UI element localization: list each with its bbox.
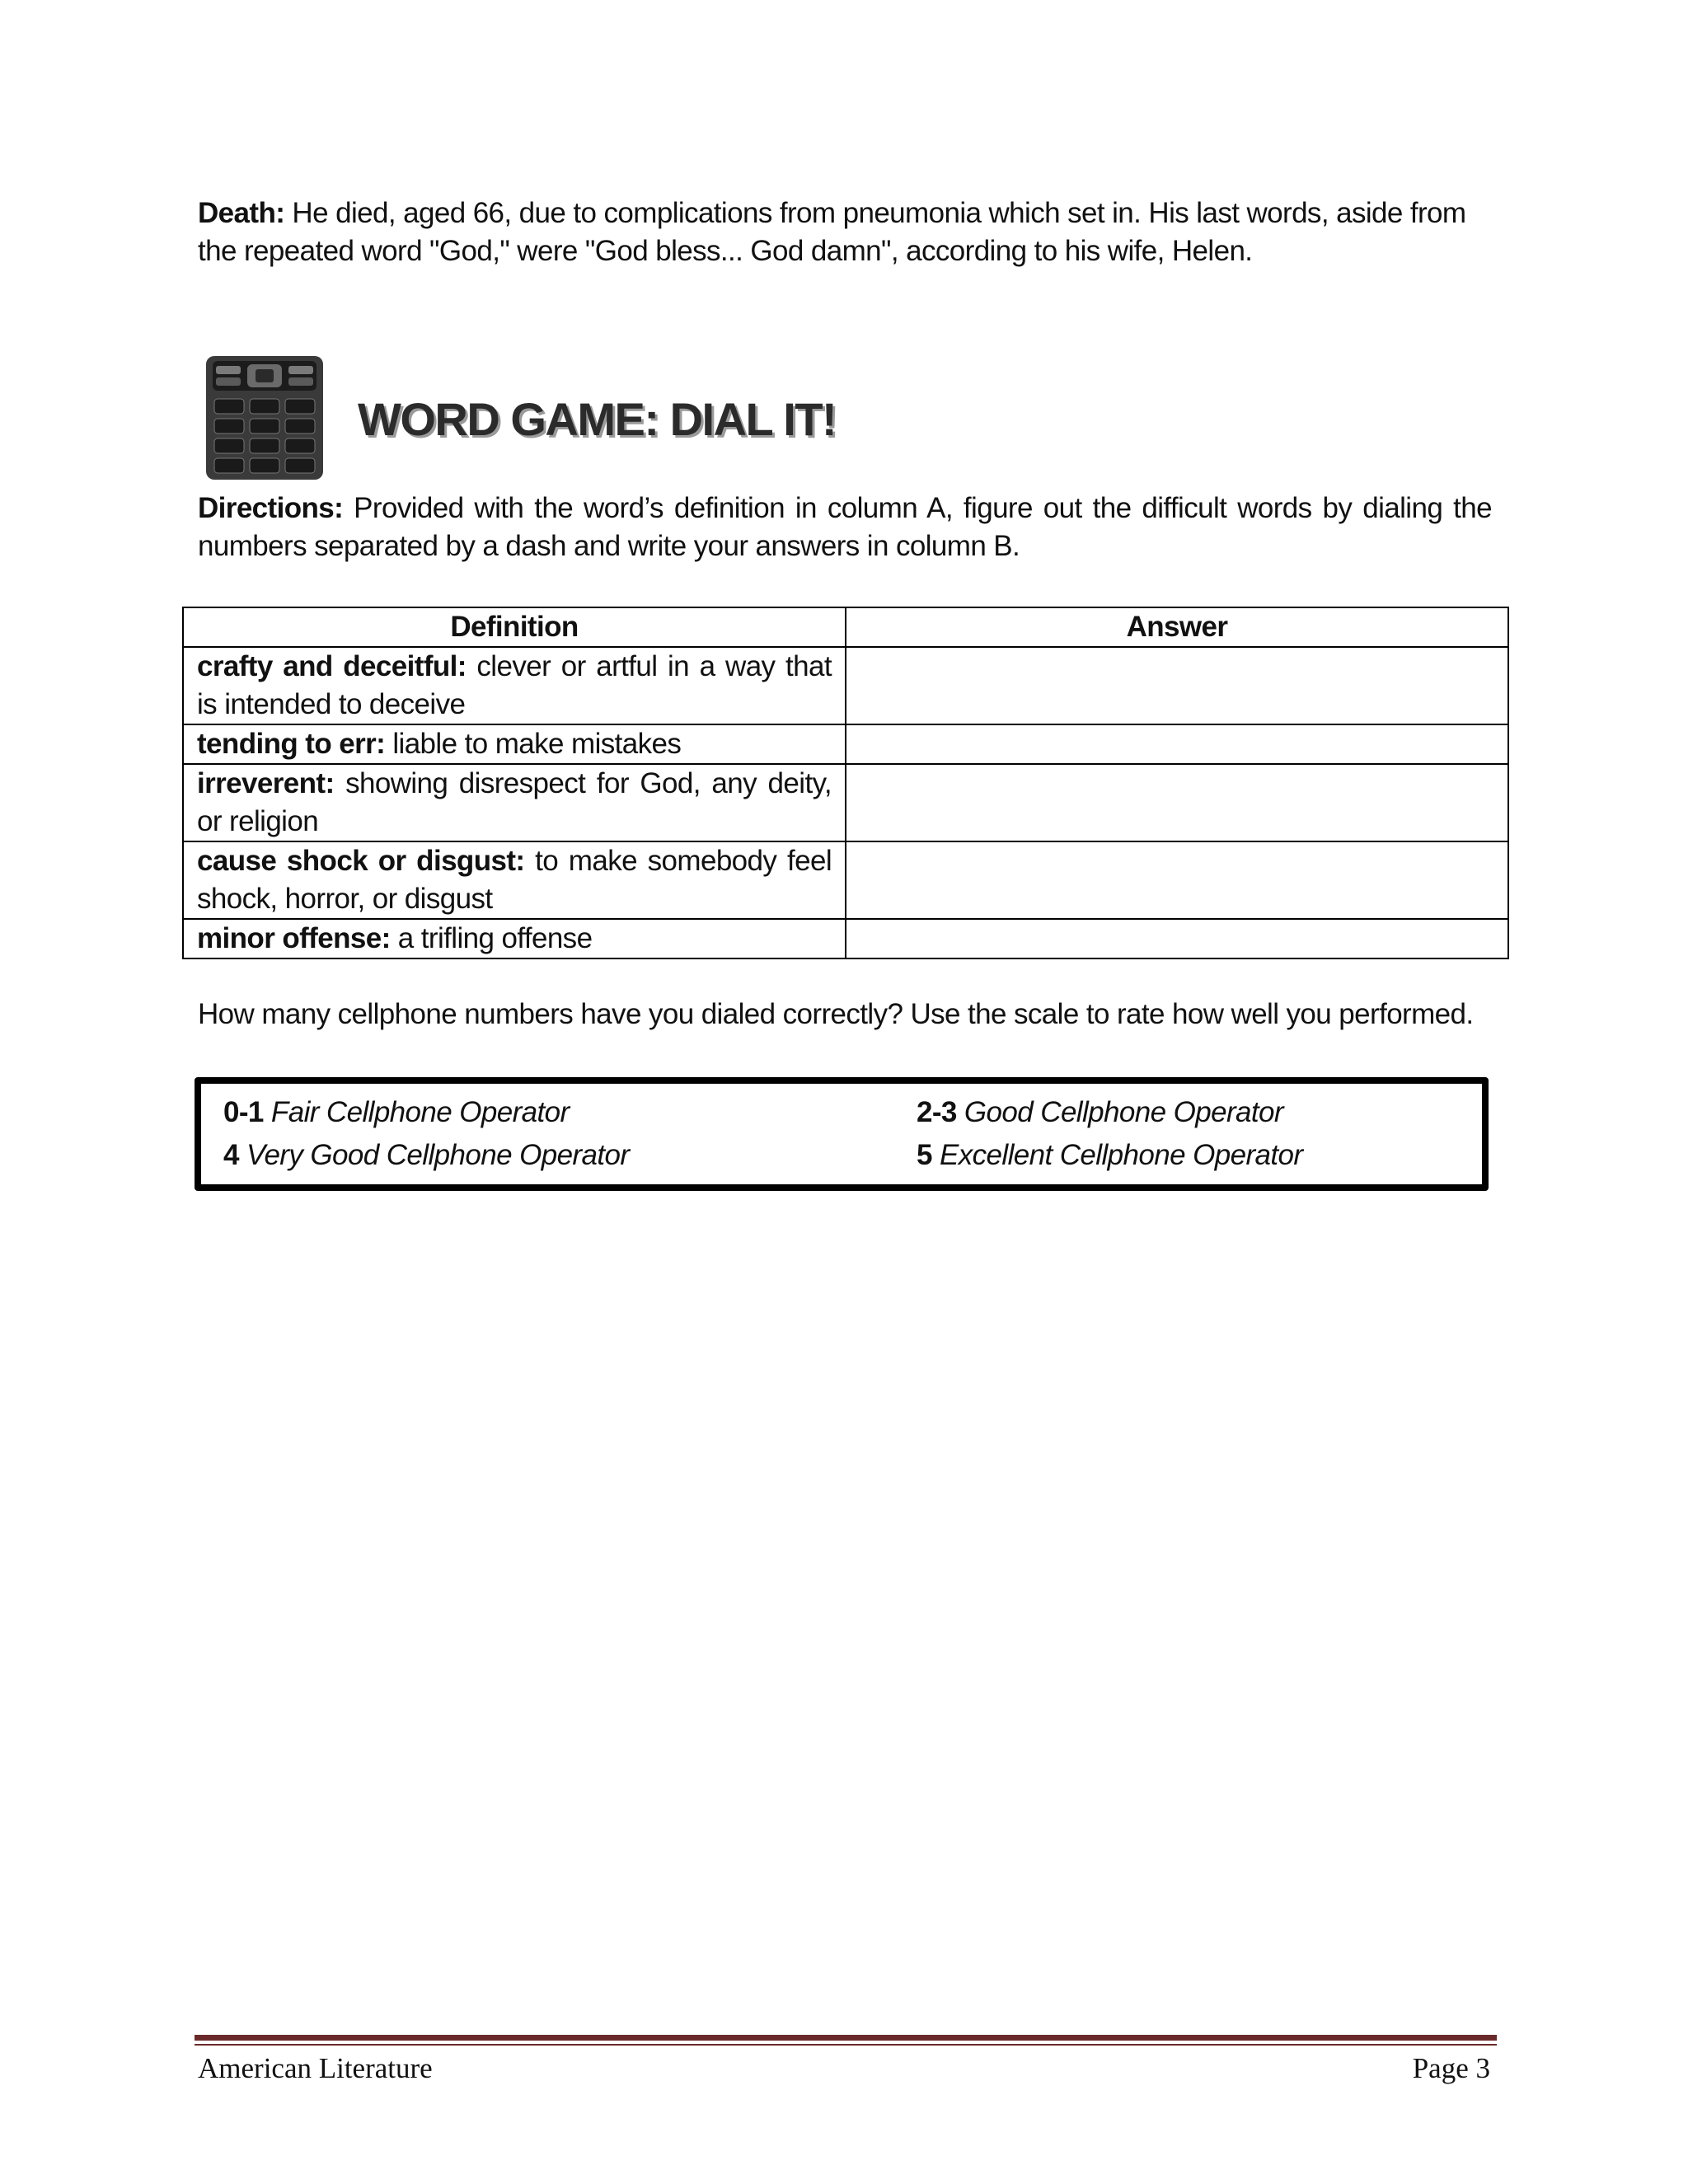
scale-label: Fair Cellphone Operator: [263, 1096, 570, 1128]
scale-label: Very Good Cellphone Operator: [238, 1139, 630, 1171]
directions-paragraph: [198, 490, 1492, 565]
death-text: He died, aged 66, due to complications from pneumonia which set in. His last words, aside from the repeated word "God," were "God bless... God damn", according to his wife, Helen.: [198, 197, 1466, 267]
definition-text: showing disrespect for God, any deity, or religion: [197, 767, 832, 837]
definition-cell: [183, 764, 846, 841]
death-label: Death:: [198, 197, 285, 229]
definition-column-header: Definition: [183, 607, 846, 647]
table-header-row: [183, 607, 1508, 647]
directions-label: Directions:: [198, 492, 344, 524]
word-game-heading: [204, 356, 1029, 480]
definition-text: a trifling offense: [390, 922, 593, 954]
cellphone-keypad-icon: [204, 356, 325, 480]
definition-table: [182, 607, 1509, 959]
death-paragraph: [198, 194, 1492, 270]
definition-cell: [183, 841, 846, 919]
definition-cell: [183, 647, 846, 724]
scale-item: [223, 1137, 629, 1174]
table-row: [183, 841, 1508, 919]
scale-range: 0-1: [223, 1096, 264, 1128]
term: cause shock or disgust:: [197, 845, 525, 877]
footer-rule: [195, 2035, 1497, 2041]
definition-text: liable to make mistakes: [385, 728, 682, 760]
term: irreverent:: [197, 767, 335, 799]
definition-cell: [183, 919, 846, 958]
answer-cell[interactable]: [846, 724, 1508, 764]
definition-text: to make somebody feel shock, horror, or disgust: [197, 845, 832, 915]
scale-item: [917, 1094, 1283, 1132]
directions-text: Provided with the word’s definition in column A, figure out the difficult words by dialing the numbers separated by a dash and write your answers in column B.: [198, 492, 1492, 562]
answer-cell[interactable]: [846, 647, 1508, 724]
footer-page-number: Page 3: [1412, 2052, 1490, 2084]
answer-cell[interactable]: [846, 764, 1508, 841]
term: minor offense:: [197, 922, 391, 954]
scale-label: Good Cellphone Operator: [956, 1096, 1283, 1128]
answer-cell[interactable]: [846, 841, 1508, 919]
scale-question: How many cellphone numbers have you dialed correctly? Use the scale to rate how well you performed.: [198, 998, 1474, 1030]
table-row: [183, 764, 1508, 841]
definition-cell: [183, 724, 846, 764]
term: tending to err:: [197, 728, 386, 760]
rating-scale-box: [195, 1077, 1489, 1191]
answer-cell[interactable]: [846, 919, 1508, 958]
footer-rule-thin: [195, 2044, 1497, 2046]
scale-item: [223, 1094, 570, 1132]
scale-item: [917, 1137, 1302, 1174]
term: crafty and deceitful:: [197, 650, 467, 682]
scale-range: 2-3: [917, 1096, 957, 1128]
scale-range: 4: [223, 1139, 239, 1171]
table-row: [183, 724, 1508, 764]
table-row: [183, 919, 1508, 958]
definition-text: clever or artful in a way that is intended to deceive: [197, 650, 832, 720]
scale-label: Excellent Cellphone Operator: [931, 1139, 1303, 1171]
answer-column-header: Answer: [846, 607, 1508, 647]
table-row: [183, 647, 1508, 724]
footer-course-title: American Literature: [198, 2052, 433, 2084]
word-game-title: WORD GAME: DIAL IT!: [358, 393, 837, 445]
scale-range: 5: [917, 1139, 932, 1171]
